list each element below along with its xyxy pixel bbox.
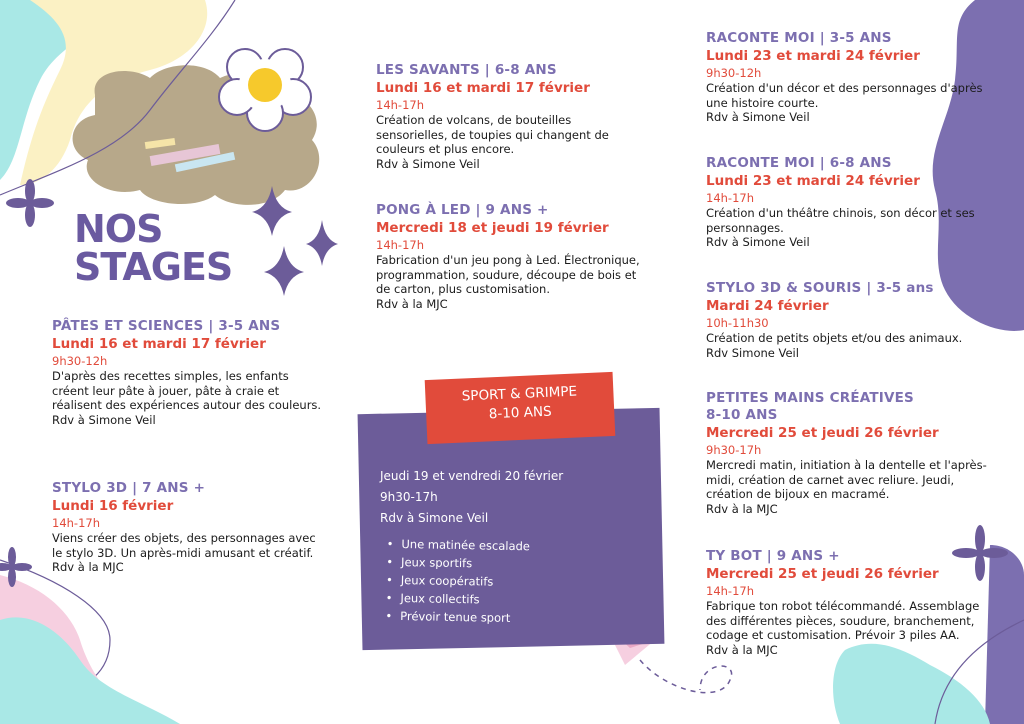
stage-petites-mains-creatives [706,390,991,516]
list-item: • Jeux coopératifs [386,571,530,591]
stage-title: TY BOT | 9 ANS + [706,548,840,564]
stage-time: 14h-17h [376,98,424,112]
list-item: • Jeux collectifs [386,589,530,609]
stage-description: Mercredi matin, initiation à la dentelle et l'après-midi, création de carnet avec reliure. Jeudi, création de bijoux en macramé. [706,458,987,501]
stage-location: Rdv à Simone Veil [706,110,810,124]
stage-title: RACONTE MOI | 3-5 ANS [706,30,892,46]
sport-tag-age: 8-10 ANS [488,403,552,423]
page-title-line1: NOS [74,207,163,251]
list-item: • Une matinée escalade [386,535,530,555]
stage-date: Lundi 16 et mardi 17 février [376,80,590,96]
stage-title: LES SAVANTS | 6-8 ANS [376,62,557,78]
stage-pong-a-led [376,202,646,311]
stage-title: PONG À LED | 9 ANS + [376,202,549,218]
stage-date: Lundi 23 et mardi 24 février [706,173,920,189]
stage-title: STYLO 3D | 7 ANS + [52,480,206,496]
stage-date: Mercredi 25 et jeudi 26 février [706,566,939,582]
stage-pates-et-sciences [52,318,322,427]
page-title [74,207,233,289]
purple-flower-left [6,179,54,227]
stage-les-savants [376,62,646,171]
stage-description: Création de petits objets et/ou des animaux. [706,331,963,345]
stage-location: Rdv à la MJC [706,642,778,657]
stage-stylo-3d-souris [706,280,991,360]
sport-activities-list [385,535,530,627]
sport-tag-title: SPORT & GRIMPE [461,383,578,405]
sparkle-3 [264,246,304,296]
stage-location: Rdv à Simone Veil [376,156,480,171]
stage-description: Fabrication d'un jeu pong à Led. Électronique, programmation, soudure, découpe de bois et de carton, plus customisation. [376,253,640,296]
stage-location: Rdv à la MJC [706,501,778,516]
stage-time: 10h-11h30 [706,316,769,330]
stage-date: Mercredi 25 et jeudi 26 février [706,425,939,441]
stage-time: 14h-17h [52,516,100,530]
stage-description: Création d'un décor et des personnages d'après une histoire courte. [706,81,983,110]
list-item: • Prévoir tenue sport [385,607,529,627]
stage-date: Lundi 23 et mardi 24 février [706,48,920,64]
sport-grimpe-tag [425,372,616,444]
stage-date: Mardi 24 février [706,298,829,314]
stage-date: Mercredi 18 et jeudi 19 février [376,220,609,236]
list-item: • Jeux sportifs [386,553,530,573]
stage-stylo-3d [52,480,322,575]
stage-date: Lundi 16 et mardi 17 février [52,336,266,352]
stage-title: PÂTES ET SCIENCES | 3-5 ANS [52,318,281,334]
stage-location: Rdv à Simone Veil [706,235,810,249]
stage-date: Lundi 16 février [52,498,174,514]
stage-location: Rdv à la MJC [376,296,448,311]
stage-time: 14h-17h [706,191,754,205]
stage-title-age: 8-10 ANS [706,407,778,423]
sport-time: 9h30-17h [380,490,438,504]
sport-dates: Jeudi 19 et vendredi 20 février [380,469,564,483]
stage-location: Rdv à Simone Veil [52,412,156,427]
stage-location: Rdv Simone Veil [706,345,799,360]
stage-location: Rdv à la MJC [52,560,124,574]
stage-description: D'après des recettes simples, les enfants créent leur pâte à jouer, pâte à craie et réalisent des expériences autour des couleurs. [52,369,322,412]
stage-title: RACONTE MOI | 6-8 ANS [706,155,892,171]
stage-description: Création de volcans, de bouteilles sensorielles, de toupies qui changent de couleurs et plus encore. [376,113,609,156]
sport-grimpe-info [380,466,563,529]
stage-description: Viens créer des objets, des personnages avec le stylo 3D. Un après-midi amusant et créatif. [52,531,316,560]
stage-time: 9h30-17h [706,443,762,457]
stage-time: 14h-17h [376,238,424,252]
sparkle-2 [306,220,338,266]
stage-raconte-moi-3-5 [706,30,991,125]
stage-time: 14h-17h [706,584,754,598]
stage-ty-bot [706,548,991,657]
stage-raconte-moi-6-8 [706,155,991,250]
stage-title: PETITES MAINS CRÉATIVES [706,390,914,406]
stage-time: 9h30-12h [706,66,762,80]
stage-description: Fabrique ton robot télécommandé. Assemblage des différentes pièces, soudure, branchement, codage et customisation. Prévoir 3 piles AA. [706,599,980,642]
stage-title: STYLO 3D & SOURIS | 3-5 ans [706,280,934,296]
sport-location: Rdv à Simone Veil [380,511,489,525]
stage-description: Création d'un théâtre chinois, son décor et ses personnages. [706,206,975,235]
stage-time: 9h30-12h [52,354,108,368]
page-title-line2: STAGES [74,245,233,289]
